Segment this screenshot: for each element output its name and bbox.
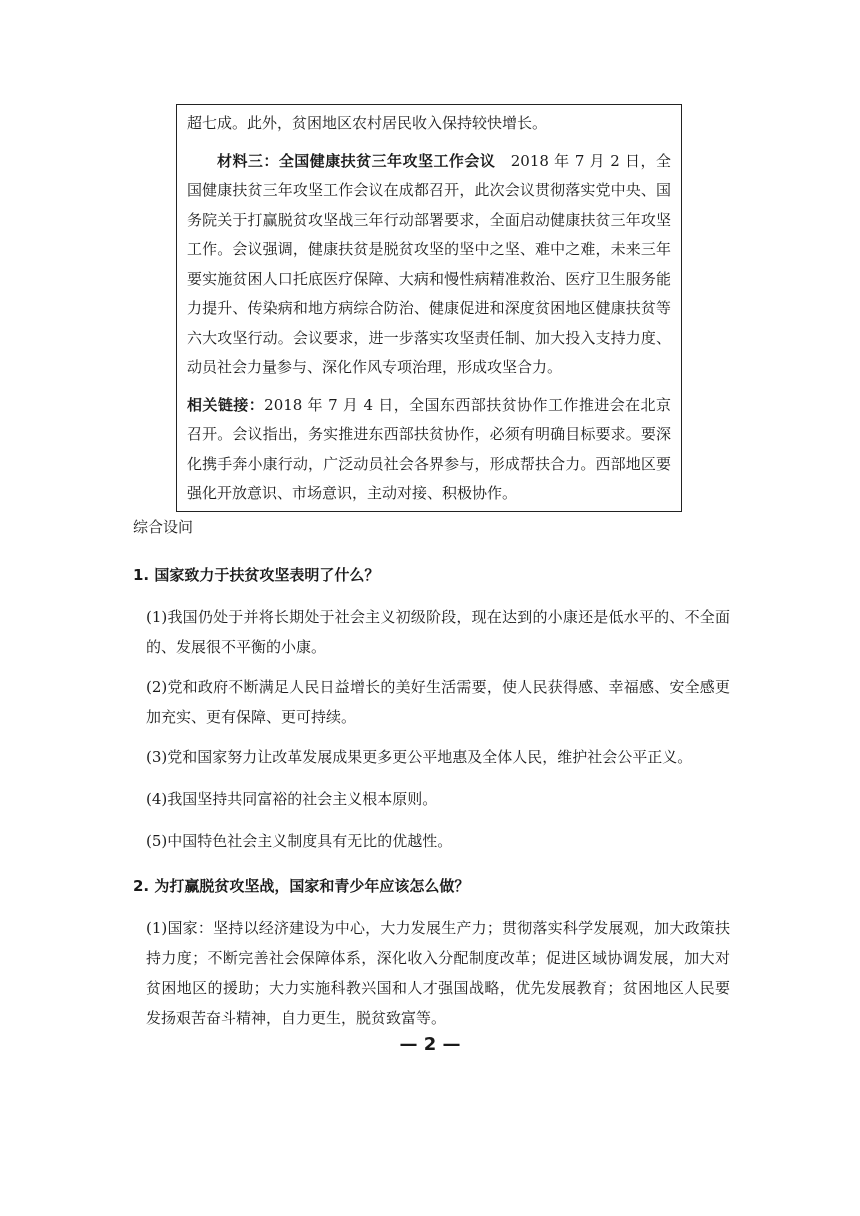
question-1-answer-3: (3)党和国家努力让改革发展成果更多更公平地惠及全体人民，维护社会公平正义。 xyxy=(146,748,693,766)
material-box xyxy=(176,104,682,512)
section-title: 综合设问 xyxy=(133,518,194,536)
material-three-paragraph xyxy=(177,147,681,383)
related-link-heading: 相关链接： xyxy=(187,395,265,414)
related-link-body: 2018 年 7 月 4 日，全国东西部扶贫协作工作推进会在北京召开。会议指出，务实推进东西部扶贫协作，必须有明确目标要求。要深化携手奔小康行动，广泛动员社会各界参与，形成帮扶合力。西部地区要强化开放意识、市场意识，主动对接、积极协作。 xyxy=(187,395,671,502)
question-2-title: 2. 为打赢脱贫攻坚战，国家和青少年应该怎么做？ xyxy=(133,877,470,895)
question-1-answer-1: (1)我国仍处于并将长期处于社会主义初级阶段，现在达到的小康还是低水平的、不全面的、发展很不平衡的小康。 xyxy=(146,608,730,656)
question-2-answer-1: (1)国家：坚持以经济建设为中心，大力发展生产力；贯彻落实科学发展观，加大政策扶持力度；不断完善社会保障体系，深化收入分配制度改革；促进区域协调发展，加大对贫困地区的援助；大力实施科教兴国和人才强国战略，优先发展教育；贫困地区人民要发扬艰苦奋斗精神，自力更生，脱贫致富等。 xyxy=(146,919,730,1027)
question-1-answer-4: (4)我国坚持共同富裕的社会主义根本原则。 xyxy=(146,790,438,808)
material-paragraph: 超七成。此外，贫困地区农村居民收入保持较快增长。 xyxy=(187,114,548,132)
question-1-answer-5: (5)中国特色社会主义制度具有无比的优越性。 xyxy=(146,832,453,850)
material-three-body: 2018 年 7 月 2 日，全国健康扶贫三年攻坚工作会议在成都召开，此次会议贯彻落实党中央、国务院关于打赢脱贫攻坚战三年行动部署要求，全面启动健康扶贫三年攻坚工作。会议强调，健康扶贫是脱贫攻坚的坚中之坚、难中之难，未来三年要实施贫困人口托底医疗保障、大病和慢性病精准救治、医疗卫生服务能力提升、传染病和地方病综合防治、健康促进和深度贫困地区健康扶贫等六大攻坚行动。会议要求，进一步落实攻坚责任制、加大投入支持力度、动员社会力量参与、深化作风专项治理，形成攻坚合力。 xyxy=(187,151,671,376)
page-number: — 2 — xyxy=(399,1034,461,1055)
question-1-title: 1. 国家致力于扶贫攻坚表明了什么？ xyxy=(133,566,380,584)
related-link-paragraph xyxy=(177,391,681,509)
question-1-answer-2: (2)党和政府不断满足人民日益增长的美好生活需要，使人民获得感、幸福感、安全感更加充实、更有保障、更可持续。 xyxy=(146,678,730,726)
material-three-heading: 材料三：全国健康扶贫三年攻坚工作会议 xyxy=(217,151,496,170)
